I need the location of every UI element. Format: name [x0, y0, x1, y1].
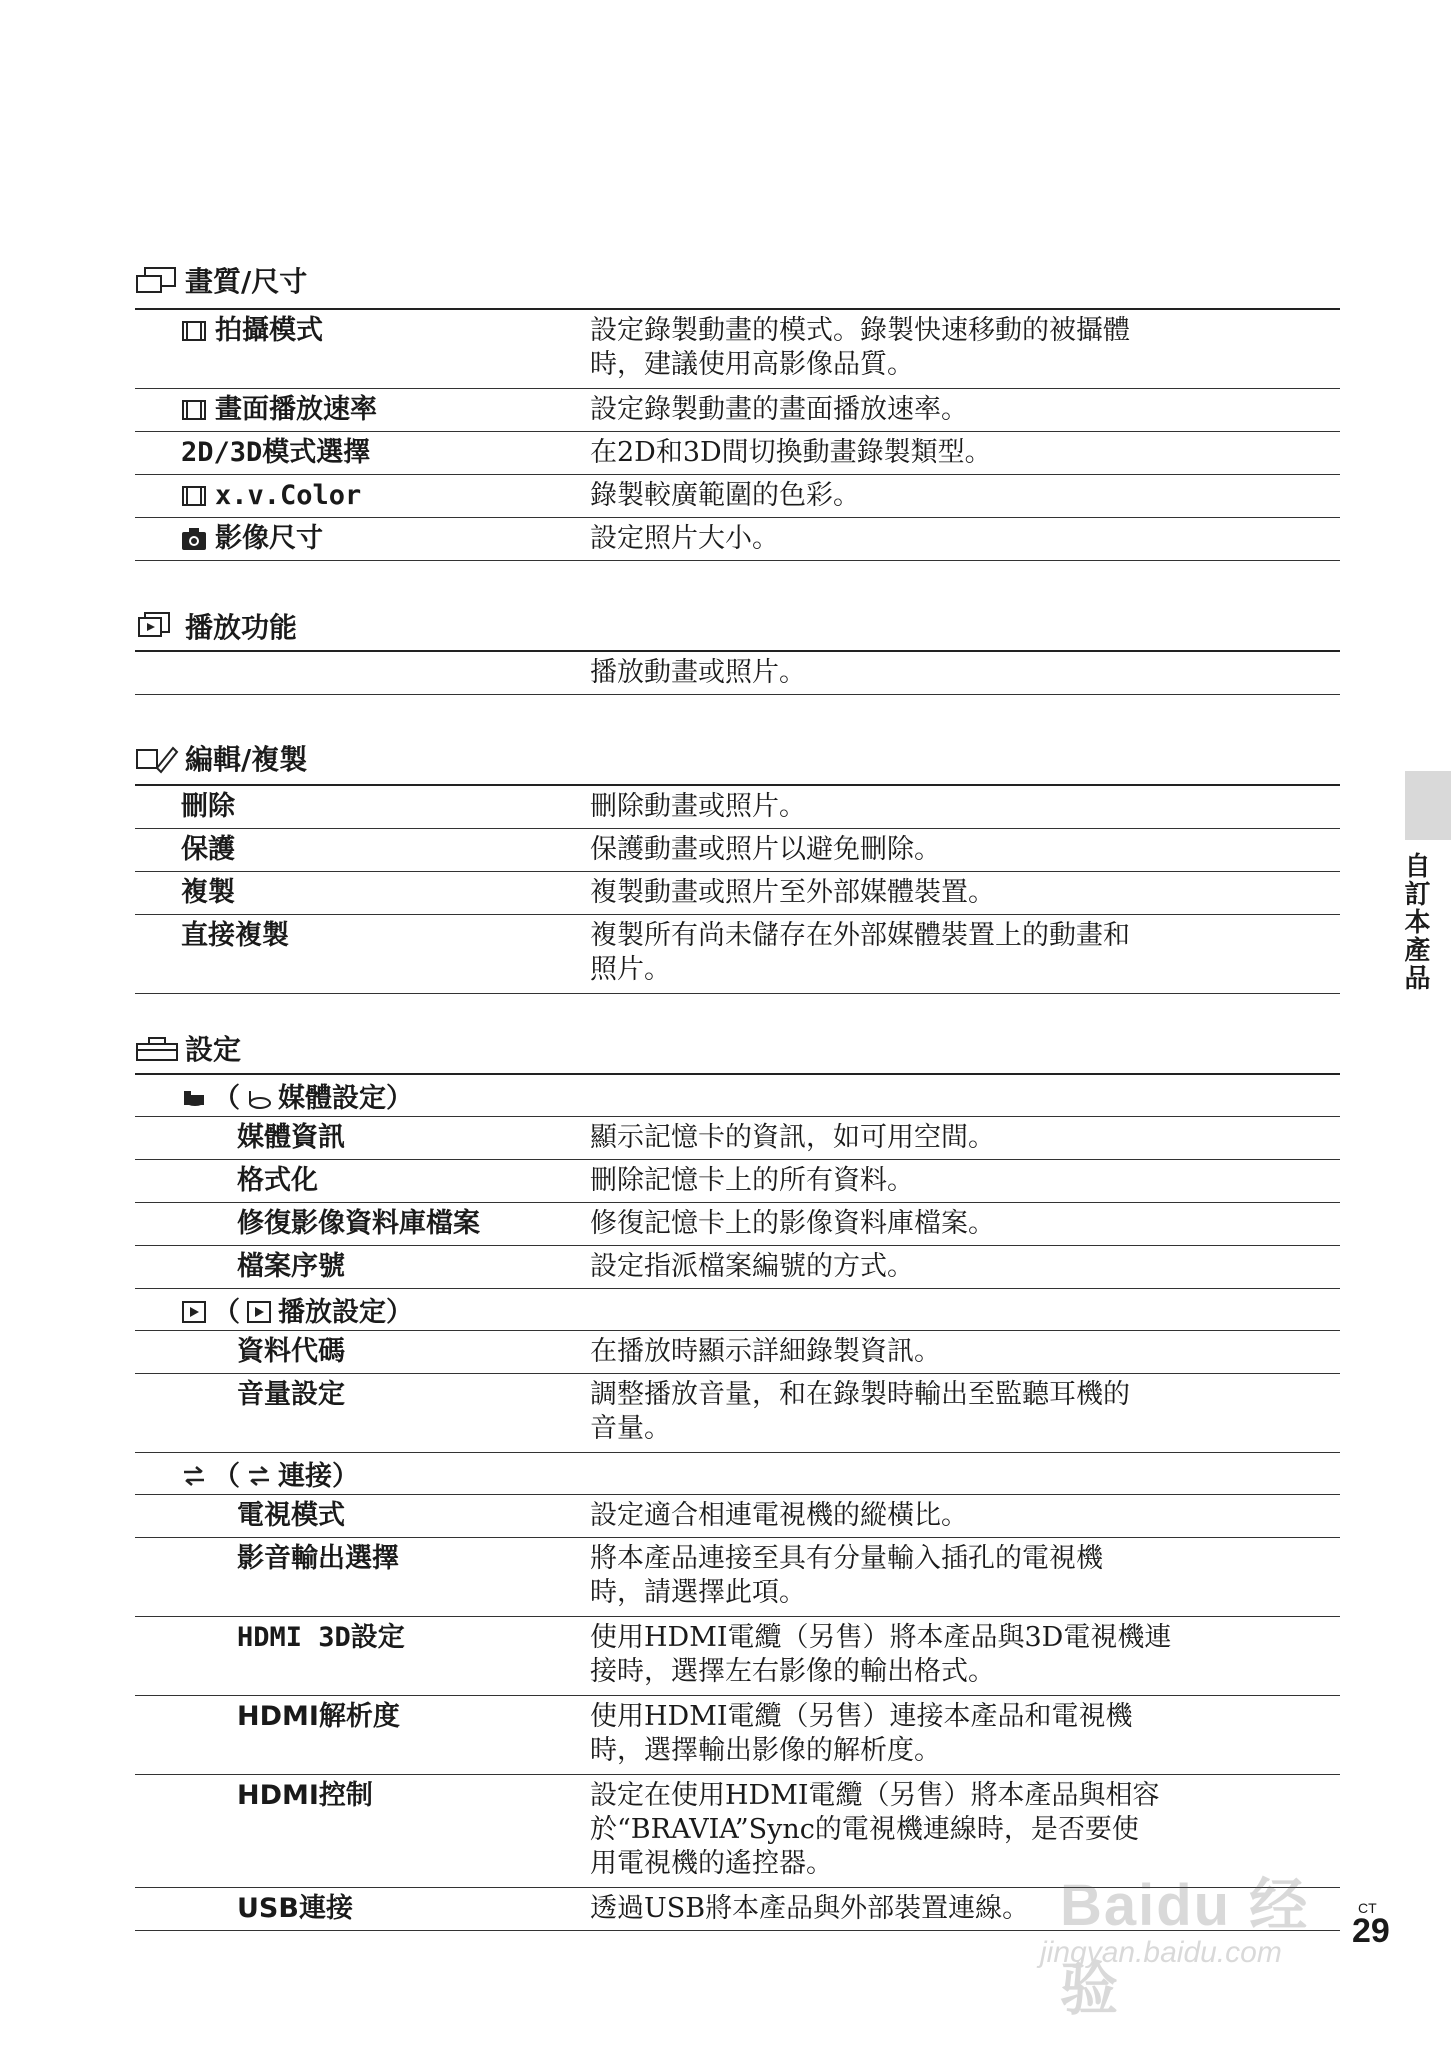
connection-group: [135, 1453, 1340, 1495]
media-outline-icon: [246, 1085, 272, 1111]
image-quality-icon: [135, 264, 179, 296]
row-desc: 刪除記憶卡上的所有資料。: [590, 1165, 914, 1196]
row-desc: 複製動畫或照片至外部媒體裝置。: [590, 877, 995, 908]
image-quality-title-text: 畫質/尺寸: [185, 265, 308, 298]
setup-table: [135, 1073, 1340, 1931]
row-name: 複製: [181, 877, 235, 908]
row-name: HDMI 3D設定: [237, 1622, 405, 1653]
row-name: 影音輸出選擇: [237, 1543, 399, 1574]
connection-arrows-icon: [181, 1463, 207, 1489]
image-quality-section: [135, 258, 1340, 302]
media-icon: [181, 1085, 207, 1111]
toolbox-icon: [135, 1032, 179, 1064]
row-name: USB連接: [237, 1893, 353, 1924]
row-name: 直接複製: [181, 920, 289, 951]
edit-copy-title: [135, 736, 1340, 780]
row-name: 媒體資訊: [237, 1122, 345, 1153]
setup-title: [135, 1026, 1340, 1070]
table-row: [135, 1246, 1340, 1289]
playback-settings-group: [135, 1289, 1340, 1331]
table-row: [135, 1374, 1340, 1453]
table-row: [135, 1117, 1340, 1160]
watermark-url: jingyan.baidu.com: [1040, 1936, 1282, 1969]
edit-copy-section: [135, 736, 1340, 780]
row-name: x.v.Color: [215, 480, 362, 511]
row-desc: 修復記憶卡上的影像資料庫檔案。: [590, 1208, 995, 1239]
play-icon: [246, 1299, 272, 1325]
table-row: [135, 1331, 1340, 1374]
row-desc: 設定錄製動畫的畫面播放速率。: [590, 394, 968, 425]
side-tab-marker: [1405, 771, 1451, 840]
table-row: [135, 1538, 1340, 1617]
page-number: 29: [1352, 1912, 1390, 1950]
movie-icon: [181, 318, 207, 344]
row-desc: 使用HDMI電纜（另售）連接本產品和電視機 時，選擇輸出影像的解析度。: [590, 1701, 1133, 1766]
playback-title: [135, 604, 1340, 648]
row-name: HDMI解析度: [237, 1701, 400, 1732]
edit-icon: [135, 742, 179, 774]
watermark: [1040, 1858, 1360, 2022]
play-icon: [181, 1299, 207, 1325]
row-name: 保護: [181, 834, 235, 865]
row-desc: 使用HDMI電纜（另售）將本產品與3D電視機連 接時，選擇左右影像的輸出格式。: [590, 1622, 1172, 1687]
playback-section: [135, 604, 1340, 648]
table-row: [135, 1160, 1340, 1203]
table-row: [135, 915, 1340, 994]
playback-icon: [135, 610, 179, 642]
row-desc: 設定錄製動畫的模式。錄製快速移動的被攝體 時，建議使用高影像品質。: [590, 315, 1130, 380]
image-quality-table: [135, 308, 1340, 561]
camera-icon: [181, 526, 207, 552]
media-settings-group: [135, 1075, 1340, 1117]
table-row: [135, 1495, 1340, 1538]
row-desc: 設定適合相連電視機的縱橫比。: [590, 1500, 968, 1531]
table-row: [135, 829, 1340, 872]
row-desc: 錄製較廣範圍的色彩。: [590, 480, 860, 511]
table-row: [135, 1617, 1340, 1696]
row-name: 資料代碼: [237, 1336, 345, 1367]
watermark-logo: Baidu 经验: [1060, 1873, 1310, 2022]
row-desc: 在2D和3D間切換動畫錄製類型。: [590, 437, 992, 468]
row-name: HDMI控制: [237, 1780, 373, 1811]
row-name: 電視模式: [237, 1500, 345, 1531]
table-row: [135, 389, 1340, 432]
row-name: 檔案序號: [237, 1251, 345, 1282]
row-desc: 保護動畫或照片以避免刪除。: [590, 834, 941, 865]
row-name: 音量設定: [237, 1379, 345, 1410]
side-label: 自訂本產品: [1400, 852, 1430, 992]
connection-group-open: （: [213, 1461, 240, 1492]
media-group-label: 媒體設定）: [278, 1083, 413, 1114]
page-code: CT: [1358, 1900, 1377, 1916]
table-row: [135, 872, 1340, 915]
movie-icon: [181, 397, 207, 423]
table-row: [135, 518, 1340, 561]
row-desc: 設定照片大小。: [590, 523, 779, 554]
row-name: 格式化: [237, 1165, 318, 1196]
edit-copy-table: [135, 784, 1340, 994]
table-row: [135, 310, 1340, 389]
row-desc: 將本產品連接至具有分量輸入插孔的電視機 時，請選擇此項。: [590, 1543, 1103, 1608]
table-row: [135, 1696, 1340, 1775]
row-name: 2D/3D模式選擇: [181, 437, 371, 468]
row-name: 影像尺寸: [215, 523, 323, 554]
movie-icon: [181, 483, 207, 509]
row-desc: 刪除動畫或照片。: [590, 791, 806, 822]
playback-group-label: 播放設定）: [278, 1297, 413, 1328]
media-group-open: （: [213, 1083, 240, 1114]
table-row: [135, 475, 1340, 518]
row-desc: 設定在使用HDMI電纜（另售）將本產品與相容 於“BRAVIA”Sync的電視機連線時，是否要使 用電視機的遙控器。: [590, 1780, 1160, 1879]
row-name: 畫面播放速率: [215, 394, 377, 425]
row-desc: 調整播放音量，和在錄製時輸出至監聽耳機的 音量。: [590, 1379, 1130, 1444]
row-name: 修復影像資料庫檔案: [237, 1208, 480, 1239]
row-desc: 透過USB將本產品與外部裝置連線。: [590, 1893, 1030, 1924]
edit-copy-title-text: 編輯/複製: [185, 743, 308, 776]
setup-section: [135, 1026, 1340, 1070]
row-desc: 播放動畫或照片。: [590, 657, 806, 688]
row-name: 拍攝模式: [215, 315, 323, 346]
row-desc: 在播放時顯示詳細錄製資訊。: [590, 1336, 941, 1367]
table-row: [135, 652, 1340, 695]
row-desc: 複製所有尚未儲存在外部媒體裝置上的動畫和 照片。: [590, 920, 1130, 985]
table-row: [135, 1203, 1340, 1246]
table-row: [135, 432, 1340, 475]
setup-title-text: 設定: [185, 1033, 242, 1066]
connection-group-label: 連接）: [278, 1461, 359, 1492]
row-desc: 顯示記憶卡的資訊，如可用空間。: [590, 1122, 995, 1153]
playback-table: [135, 650, 1340, 695]
image-quality-title: [135, 258, 1340, 302]
row-name: 刪除: [181, 791, 235, 822]
playback-title-text: 播放功能: [185, 611, 298, 644]
row-desc: 設定指派檔案編號的方式。: [590, 1251, 914, 1282]
connection-arrows-icon: [246, 1463, 272, 1489]
playback-group-open: （: [213, 1297, 240, 1328]
table-row: [135, 786, 1340, 829]
